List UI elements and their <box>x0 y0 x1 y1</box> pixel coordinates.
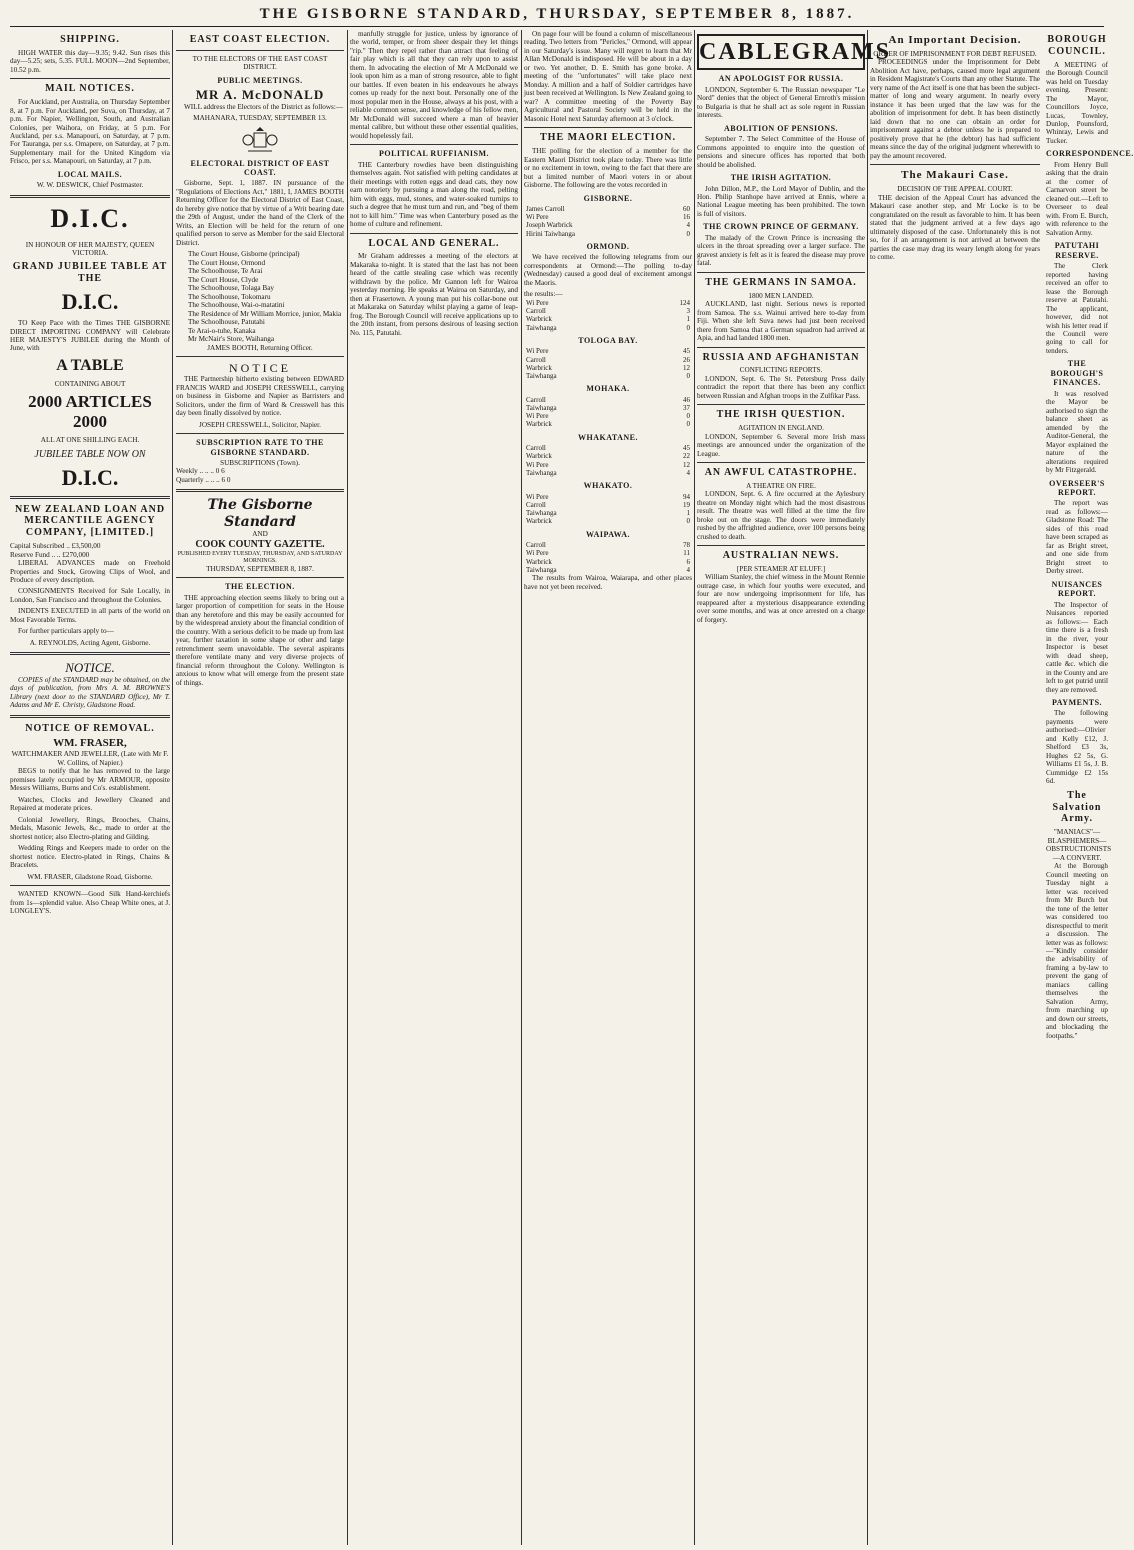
polling-place: Mr McNair's Store, Waihanga <box>188 335 275 344</box>
election-editorial-text: THE approaching election seems likely to bring out a larger proportion of competition for seats in the House than any heretofore and this may be easily accounted for by the widespread anxiety about the financial condition of the country. With a serious deficit to be made up from last year, further taxation in some shape or other and large retrenchment seem unavoidable. The several aspirants therefore ventilate many and very diverse projects of financial reform throughout the Colony. Wellington is anxious to know what will emerge from the present state of things. <box>176 593 344 687</box>
fraser-signature: WM. FRASER, Gladstone Road, Gisborne. <box>27 872 153 881</box>
tolaga-heading: TOLOGA BAY. <box>578 335 638 345</box>
maori-election-heading: THE MAORI ELECTION. <box>540 132 676 144</box>
russia-text: LONDON, Sept. 6. The St. Petersburg Press daily contradict the report that there has been any conflict between Russian and Afghan troops in the Zulfikar Pass. <box>697 374 865 400</box>
catastrophe-sub: A THEATRE ON FIRE. <box>746 481 816 490</box>
whakatane-votes <box>524 444 692 477</box>
electoral-heading: ELECTORAL DISTRICT OF EAST COAST. <box>190 158 330 177</box>
table-row: Warbrick 22 <box>526 452 690 461</box>
cablegrams-heading: CABLEGRAMS <box>697 34 865 70</box>
decision-sub: ORDER OF IMPRISONMENT FOR DEBT REFUSED. <box>873 49 1037 58</box>
royal-crest-icon <box>240 127 280 155</box>
mcdonald-name: MR A. McDONALD <box>195 87 325 103</box>
nz-loan-heading: NEW ZEALAND LOAN AND MERCANTILE AGENCY COMPANY, [LIMITED.] <box>14 503 166 539</box>
makauri-heading: The Makauri Case. <box>901 169 1009 182</box>
notice-2-heading: NOTICE <box>229 361 291 376</box>
correspondence-heading: CORRESPONDENCE. <box>1046 149 1134 159</box>
nameplate-and: AND <box>252 530 268 539</box>
whakato-votes <box>524 493 692 526</box>
crown-prince-text: The malady of the Crown Prince is increasing the ulcers in the throat spreading over a larger surface. The gravest anxiety is felt as it is feared the disease may prove fatal. <box>697 233 865 268</box>
results-footer: The results from Wairoa, Waiarapa, and other places have not yet been received. <box>524 574 692 591</box>
subscription-heading: SUBSCRIPTION RATE TO THE GISBORNE STANDARD. <box>196 438 324 457</box>
table-row: Carroll 78 <box>526 541 690 550</box>
table-row: Warbrick 0 <box>526 517 690 526</box>
honour-line: IN HONOUR OF HER MAJESTY, QUEEN VICTORIA. <box>25 240 155 257</box>
election-editorial-heading: THE ELECTION. <box>225 582 295 592</box>
gisborne-votes <box>524 205 692 238</box>
gisborne-heading: GISBORNE. <box>583 193 633 203</box>
colonial-text: Colonial Jewellery, Rings, Brooches, Chains, Medals, Masonic Jewels, &c., made to order at the shortest notice; also Electro-plating and Gilding. <box>10 815 170 841</box>
polling-place: The Residence of Mr William Morrice, junior, Makia <box>188 309 342 318</box>
catastrophe-text: LONDON, Sept. 6. A fire occurred at the Aylesbury theatre on Monday night which had the most disastrous result. The theatre was well filled at the time the fire broke out on the stage. The doors were immediately rushed by the affrighted audience, over 100 persons being crushed to death. <box>697 490 865 541</box>
cook-gazette: COOK COUNTY GAZETTE. <box>195 538 325 550</box>
polling-place: The Schoolhouse, Wai-o-matatini <box>188 301 285 310</box>
fraser-sub: WATCHMAKER AND JEWELLER, (Late with Mr F. W. Collins, of Napier.) <box>11 750 169 767</box>
local-mails-heading: LOCAL MAILS. <box>57 169 123 179</box>
table-row: Taiwhanga 0 <box>526 323 690 332</box>
salvation-text: At the Borough Council meeting on Tuesday night a letter was received from Mr Burch but the tone of the letter was considered too disrespectful to merit a discussion. The letter was as follows:—"Kindly consider the advisability of framing a by-law to prevent the gang of maniacs calling themselves the Salvation Army, from marching up and down our streets, and blockading the footpaths." <box>1046 862 1108 1040</box>
australian-heading: AUSTRALIAN NEWS. <box>722 550 840 562</box>
waipawa-heading: WAIPAWA. <box>585 529 631 539</box>
table-row: Carroll 26 <box>526 355 690 364</box>
finances-heading: THE BOROUGH'S FINANCES. <box>1050 359 1104 388</box>
polling-place: The Court House, Gisborne (principal) <box>188 250 300 259</box>
local-general-text: Mr Graham addresses a meeting of the electors at Makaraka to-night. It is stated that the last has not been heard of the cattle stealing case which was recently withdrawn by the police. Mr Gannon left for Wairoa yesterday morning. He speaks at Wairoa on Saturday, and then at Frasertown. A young man put his collar-bone out at Makaraka on Saturday whilst playing a game of leap-frog. The Borough Council will receive applications up to the 20th instant, from persons desirous of leasing section No. 115, Patutahi. <box>350 252 518 337</box>
maori-election-text: THE polling for the election of a member for the Eastern Maori District took place today. There was little or no excitement in town, owing to the fact that there are but a limited number of Maori voters in or about Gisborne. The following are the votes recorded in <box>524 147 692 190</box>
column-1 <box>10 30 170 1545</box>
table-row: Warbrick 6 <box>526 557 690 566</box>
ruffianism-text: THE Canterbury rowdies have been distinguishing themselves again. Not satisfied with pelting candidates at their meetings with rotten eggs and dead cats, they now earn notoriety by pursuing a man along the road, pelting him with eggs, mud, stones, and water-soaked turnips to such a degree that he must turn and run, and "beg of them not to kill him." Time was when Canterbury posed as the home of culture and refinement. <box>350 160 518 229</box>
published-line: PUBLISHED EVERY TUESDAY, THURSDAY, AND SATURDAY MORNINGS. <box>177 550 343 564</box>
apology-text: LONDON, September 6. The Russian newspaper "Le Nord" denies that the object of General Ernroth's mission to Bulgaria is that he shall act as sole regent in Russian interests. <box>697 85 865 120</box>
column-divider <box>521 30 522 1545</box>
correspondence-text: From Henry Bull asking that the drain at the corner of Carnarvon street be cleaned out.—Left to Overseer to deal with. From E. Burch, with reference to the Salvation Army. <box>1046 160 1108 237</box>
crown-prince-heading: THE CROWN PRINCE OF GERMANY. <box>703 222 859 232</box>
table-row: Carroll 45 <box>526 444 690 453</box>
weekly-rate: Weekly .. .. .. 0 6 <box>176 467 225 476</box>
dic-title-2: D.I.C. <box>61 289 119 315</box>
nuisances-heading: NUISANCES REPORT. <box>1051 579 1103 599</box>
will-address: WILL address the Electors of the District as follows:— <box>184 102 344 111</box>
germans-text: AUCKLAND, last night. Serious news is reported from Samoa. The s.s. Wainui arrived here to-day from Fiji. When she left Suva news had just been received there from Samoa that a German squadron had arrived at Apia, and had landed 1800 men. <box>697 300 865 343</box>
salvation-heading: The Salvation Army. <box>1052 789 1102 825</box>
finances-text: It was resolved the Mayor be authorised to sign the balance sheet as amended by the Auditor-General, the Mayor explained the nature of the alterations required by Mr Fitzgerald. <box>1046 389 1108 475</box>
salvation-sub: "MANIACS"—BLASPHEMERS—OBSTRUCTIONISTS—A CONVERT. <box>1046 828 1112 862</box>
table-row: Wi Pere 45 <box>526 347 690 356</box>
polling-place: The Schoolhouse, Te Arai <box>188 267 263 276</box>
containing: CONTAINING ABOUT <box>54 379 126 388</box>
results-label: the results:— <box>524 290 563 299</box>
shipping-text: HIGH WATER this day—9.35; 9.42. Sun rises this day—5.25; sets, 5.35. FULL MOON—2nd September, 10.52 p.m. <box>10 48 170 74</box>
decision-heading: An Important Decision. <box>888 34 1022 46</box>
watches-text: Watches, Clocks and Jewellery Cleaned and Repaired at moderate prices. <box>10 795 170 813</box>
australian-sub: [PER STEAMER AT ELUFF.] <box>736 564 826 573</box>
liberal-text: LIBERAL ADVANCES made on Freehold Properties and Stock, Growing Clips of Wool, and Produce of every description. <box>10 559 170 584</box>
makauri-text: THE decision of the Appeal Court has advanced the Makauri case another step, and Mr Locke is to be congratulated on the result as favorable to him. It has been stated that the judgment arrived at a few days ago ultimately disposed of the case. Unfortunately this is not so, for if an arrangement is not arrived at between the parties the case may drag its weary length along for years to come. <box>870 193 1040 262</box>
table-row: Warbrick 12 <box>526 363 690 372</box>
table-row: Wi Pere 0 <box>526 412 690 421</box>
cresswell-signature: JOSEPH CRESSWELL, Solicitor, Napier. <box>199 420 321 429</box>
apology-heading: AN APOLOGIST FOR RUSSIA. <box>718 74 844 84</box>
table-row: Taiwhanga 1 <box>526 509 690 518</box>
borough-heading: BOROUGH COUNCIL. <box>1047 34 1107 57</box>
overseer-heading: OVERSEER'S REPORT. <box>1049 478 1105 498</box>
decision-text: PROCEEDINGS under the Imprisonment for Debt Abolition Act have, perhaps, caused more legal argument in Resident Magistrate's Courts than any other Statute. The very name of the Act itself is one that has been the subject-matter of long and weary argument. In nearly every instance it has been urged that the law was for the abolition of imprisonment for debt. It has been distinctly laid down that no one can obtain an order for imprisonment against a debtor unless he is prepared to positively prove that he (the debtor) has had sufficient means since the day of the original judgment wherewith to pay the amount recovered. <box>870 58 1040 160</box>
irish-agitation-heading: THE IRISH AGITATION. <box>730 173 832 183</box>
borough-text: A MEETING of the Borough Council was held on Tuesday evening. Present: The Mayor, Councillors Joyce, Lucas, Townley, Dunlop, Pounsford, Whinray, Lewis and Tucker. <box>1046 60 1108 145</box>
irish-question-heading: THE IRISH QUESTION. <box>716 409 846 421</box>
irish-agitation-text: John Dillon, M.P., the Lord Mayor of Dublin, and the Hon. Philip Stanhope have arrived at Ennis, where a National League meeting has been prohibited. The town is full of visitors. <box>697 184 865 218</box>
tolaga-votes <box>524 347 692 380</box>
masthead: THE GISBORNE STANDARD, THURSDAY, SEPTEMBER 8, 1887. <box>259 6 855 22</box>
notice-heading: NOTICE. <box>65 660 115 676</box>
nuisances-text: The Inspector of Nuisances reported as follows:— Each time there is a fresh in the river, your Inspector is beset with dead sheep, cattle &c. which die in the County and are left to get putrid until they are removed. <box>1046 600 1108 694</box>
table-row: Warbrick 0 <box>526 420 690 429</box>
column-6 <box>870 30 1040 1545</box>
table-row: Taiwhanga 37 <box>526 403 690 412</box>
table-row: Carroll 3 <box>526 307 690 316</box>
mail-heading: MAIL NOTICES. <box>45 83 135 95</box>
column-divider <box>347 30 348 1545</box>
postmaster: W. W. DESWICK, Chief Postmaster. <box>36 181 144 190</box>
table-row: Wi Pere 124 <box>526 298 690 307</box>
patutahi-text: The Clerk reported having received an offer to lease the Borough reserve at Patutahi. The applicant, however, did not wish his letter read if the Council were going to call for tenders. <box>1046 262 1108 355</box>
irish-question-sub: AGITATION IN ENGLAND. <box>738 424 824 433</box>
fraser-text: BEGS to notify that he has removed to the large premises lately occupied by Mr ARMOUR, opposite Messrs Williams, Burns and Co's. establishment. <box>10 767 170 793</box>
election-title: EAST COAST ELECTION. <box>189 34 331 45</box>
column-2 <box>176 30 344 1545</box>
quarterly-rate: Quarterly .. .. .. 6 0 <box>176 475 231 484</box>
polling-place: The Schoolhouse, Patutahi <box>188 318 265 327</box>
polling-place: The Court House, Ormond <box>188 258 266 267</box>
table-row: Wi Pere 11 <box>526 549 690 558</box>
overseer-text: The report was read as follows:—Gladstone Road: The sides of this road have been scraped as far as Bright street, and one side from Bright street to Derby street. <box>1046 499 1108 576</box>
ruffianism-heading: POLITICAL RUFFIANISM. <box>378 149 490 159</box>
wanted-text: WANTED KNOWN—Good Silk Hand-kerchiefs from 1s—splendid value. Also Cheap White ones, at J. LONGLEY'S. <box>10 890 170 916</box>
whakato-heading: WHAKATO. <box>583 481 633 491</box>
to-electors: TO THE ELECTORS OF THE EAST COAST DISTRICT. <box>192 54 328 72</box>
table-row: Hirini Taiwhanga 0 <box>526 229 690 238</box>
polling-places <box>176 250 344 343</box>
jubilee-table-heading: GRAND JUBILEE TABLE AT THE <box>12 261 168 285</box>
column-divider <box>172 30 173 1545</box>
column-3 <box>350 30 518 1545</box>
pensions-heading: ABOLITION OF PENSIONS. <box>723 123 839 133</box>
capital-line: Capital Subscribed .. £3,500,00 <box>10 542 101 551</box>
shipping-heading: SHIPPING. <box>60 34 120 45</box>
mahana-line: MAHANARA, TUESDAY, SEPTEMBER 13. <box>193 114 327 123</box>
further-text: For further particulars apply to— <box>18 627 114 636</box>
mail-text: For Auckland, per Australia, on Thursday September 8, at 7 p.m. For Auckland, per Suva, on Thursday, at 7 p.m. For Napier, Wellington, South, and Australian Colonies, per Waihora, on Friday, at 5 p.m. For Auckland, per s.s. Manapouri, on Saturday, at 7 p.m. For Tauranga, per s.s. Omapere, on Saturday, at 7 p.m. Supplementary mail for the United Kingdom via Frisco, per s.s. Manapouri, on Saturday, at 7 p.m. <box>10 98 170 166</box>
waipawa-votes <box>524 541 692 574</box>
polling-place: Te Arai-o-tuhe, Kanaka <box>188 326 256 335</box>
pensions-text: September 7. The Select Committee of the House of Commons appointed to enquire into the question of pensions and sinecure offices has reported that both should be abolished. <box>697 135 865 169</box>
russia-heading: RUSSIA AND AFGHANISTAN <box>702 351 860 363</box>
catastrophe-heading: AN AWFUL CATASTROPHE. <box>704 466 858 478</box>
consign-text: CONSIGNMENTS Received for Sale Locally, in London, San Francisco and throughout the Colonies. <box>10 587 170 604</box>
reserve-line: Reserve Fund .. .. £270,000 <box>10 550 90 559</box>
jubilee-text: TO Keep Pace with the Times THE GISBORNE DIRECT IMPORTING COMPANY will Celebrate HER MAJESTY'S JUBILEE during the Month of June, with <box>10 319 170 353</box>
returning-officer: JAMES BOOTH, Returning Officer. <box>207 343 313 352</box>
table-row: Taiwhanga 4 <box>526 468 690 477</box>
payments-heading: PAYMENTS. <box>1051 698 1103 708</box>
wedding-text: Wedding Rings and Keepers made to order on the shortest notice. Electro-plated in Rings, Chains & Bracelets. <box>10 844 170 870</box>
table-row: Joseph Warbrick 4 <box>526 221 690 230</box>
ormond-votes <box>524 299 692 332</box>
ormond-heading: ORMOND. <box>586 241 630 251</box>
a-table: A TABLE <box>56 356 124 374</box>
germans-heading: THE GERMANS IN SAMOA. <box>705 276 857 288</box>
table-now-on: JUBILEE TABLE NOW ON <box>34 448 146 460</box>
australian-text: William Stanley, the chief witness in the Mount Rennie outrage case, in which four youths were executed, and four are now undergoing imprisonment for life, has reappeared after a mysterious disappearance extending over some months, and was at once arrested on a charge of forgery. <box>697 573 865 624</box>
column-4 <box>524 30 692 1545</box>
column-divider <box>867 30 868 1545</box>
table-row: Taiwhanga 4 <box>526 565 690 574</box>
table-row: Warbrick 1 <box>526 315 690 324</box>
notice-text: COPIES of the STANDARD may be obtained, on the days of publication, from Mrs A. M. BROWNE'S Library (next door to the STANDARD Office), Mr T. Adams and Mr E. Christy, Gladstone Road. <box>10 675 170 710</box>
public-meetings: PUBLIC MEETINGS. <box>217 75 303 85</box>
polling-place: The Schoolhouse, Tokomaru <box>188 292 271 301</box>
germans-sub: 1800 MEN LANDED. <box>748 291 814 300</box>
table-row: Wi Pere 12 <box>526 460 690 469</box>
polling-place: The Schoolhouse, Tolaga Bay <box>188 284 274 293</box>
all-one-shilling: ALL AT ONE SHILLING EACH. <box>40 436 140 445</box>
table-row: Wi Pere 94 <box>526 492 690 501</box>
irish-question-text: LONDON, September 6. Several more Irish mass meetings are announced under the organization of the League. <box>697 432 865 458</box>
column-5 <box>697 30 892 1545</box>
table-row: Carroll 19 <box>526 500 690 509</box>
mohaka-votes <box>524 396 692 429</box>
makauri-sub: DECISION OF THE APPEAL COURT. <box>897 185 1013 194</box>
notice-2-text: THE Partnership hitherto existing between EDWARD FRANCIS WARD and JOSEPH CRESSWELL, carrying on business in Gisborne and Napier as Barristers and Solicitors, under the firm of Ward & Cresswell has this day been finally dissolved by notice. <box>176 375 344 418</box>
payments-text: The following payments were authorised:—Olivier and Kelly £12, J. Shelford £3 3s, Hughes £2 5s, G. Williams £1 5s, J. B. Cummidge £2 15s 6d. <box>1046 709 1108 786</box>
mohaka-heading: MOHAKA. <box>586 384 630 394</box>
column-7 <box>1046 30 1134 1545</box>
dic-title-3: D.I.C. <box>61 464 119 490</box>
ormond-text: We have received the following telegrams from our correspondents at Ormond:—The polling to-day (Wednesday) caused a good deal of excitement amongst the Maoris. <box>524 253 692 287</box>
table-row: Wi Pere 16 <box>526 213 690 222</box>
table-row: Taiwhanga 0 <box>526 372 690 381</box>
nameplate: The Gisborne Standard <box>207 497 313 530</box>
polling-place: The Court House, Clyde <box>188 275 259 284</box>
indents-text: INDENTS EXECUTED in all parts of the world on Most Favorable Terms. <box>10 607 170 624</box>
removal-heading: NOTICE OF REMOVAL. <box>25 722 155 734</box>
subs-town: SUBSCRIPTIONS (Town). <box>220 459 300 467</box>
russia-sub: CONFLICTING REPORTS. <box>739 366 823 375</box>
local-continued: On page four will be found a column of miscellaneous reading. Two letters from "Pericles," Ormond, will appear in our Saturday's issue. Many will regret to learn that Mr Allan McDonald is indisposed. He will be about in a day or two. Yet another, D. E. Smith has gone broke. A meeting of the "unfortunates" will take place next Monday. A million and a half of Soldier cartridges have just been received at Wellington. Is New Zealand going to war? A committee meeting of the Poverty Bay Agricultural and Pastoral Society will be held in the Masonic Hotel next Saturday afternoon at 3 o'clock. <box>524 30 692 123</box>
table-row: James Carroll 60 <box>526 204 690 213</box>
patutahi-heading: PATUTAHI RESERVE. <box>1054 241 1100 260</box>
dic-title: D.I.C. <box>50 203 130 233</box>
column-divider <box>694 30 695 1545</box>
agent-signature: A. REYNOLDS, Acting Agent, Gisborne. <box>29 638 151 647</box>
whakatane-heading: WHAKATANE. <box>577 432 639 442</box>
dateline: THURSDAY, SEPTEMBER 8, 1887. <box>206 564 314 573</box>
table-row: Carroll 46 <box>526 395 690 404</box>
fraser-name: WM. FRASER, <box>53 737 127 750</box>
masthead-rule <box>10 26 1104 27</box>
electoral-text: Gisborne, Sept. 1, 1887. IN pursuance of the "Regulations of Elections Act," 1881, I, JAMES BOOTH Returning Officer for the Electoral District of East Coast, do hereby give notice that by virtue of a Writ bearing date the 29th of August, under the hand of the Clerk of the Writs, an Election will be held for the return of one qualified person to serve as Member for the said Electoral District. <box>176 179 344 247</box>
articles-count: 2000 ARTICLES 2000 <box>28 392 152 432</box>
local-general-heading: LOCAL AND GENERAL. <box>368 237 500 249</box>
election-continued: manfully struggle for justice, unless by ignorance of the world, temper, or from sheer despair they let things "rip." Then they repel rather than attract that feeling of fair play which is all that they can rely upon to assist them. In advocating the election of Mr A McDonald we look upon him as a man of strong resource, able to fight our battles. If even beaten in his endeavours he always comes up ready for the next bout. Personally one of the most popular men in the House, always at his post, with a reliable common sense, and knowledge of his fellow men, Mr McDonald will succeed where a man of heavier mental calibre, but without these other essential qualities, would hopelessly fail. <box>350 30 518 140</box>
